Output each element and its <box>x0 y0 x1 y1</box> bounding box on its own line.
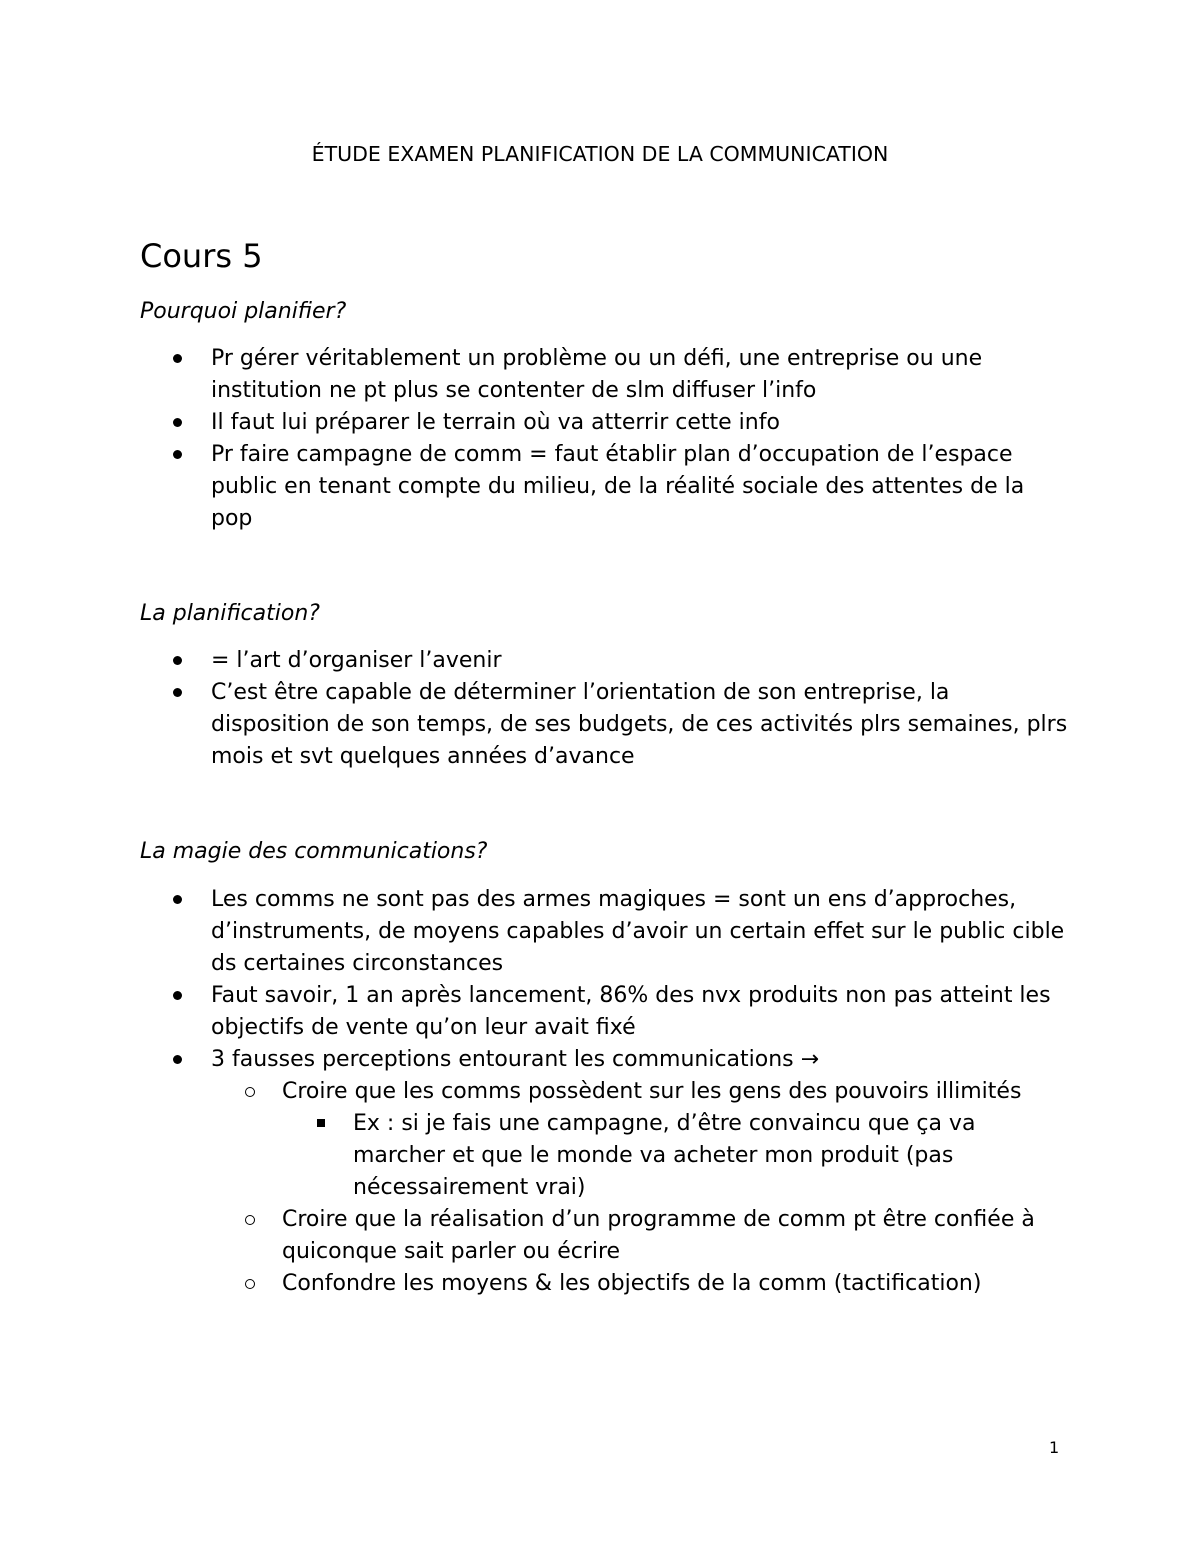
section-heading-pourquoi-planifier: Pourquoi planifier? <box>140 299 347 324</box>
bullet-icon <box>173 895 182 904</box>
sub-list-item <box>282 1076 1071 1204</box>
hollow-bullet-icon <box>245 1215 255 1225</box>
bullet-icon <box>173 450 182 459</box>
list-item <box>211 980 1071 1044</box>
bullet-icon <box>173 991 182 1000</box>
bullet-icon <box>173 418 182 427</box>
list-item <box>211 884 1071 980</box>
list-item <box>211 439 1071 535</box>
list-item-text: Faut savoir, 1 an après lancement, 86% des nvx produits non pas atteint les objectifs de vente qu’on leur avait fixé <box>211 983 1051 1040</box>
hollow-bullet-icon <box>245 1087 255 1097</box>
sub-list-item-text: Croire que les comms possèdent sur les gens des pouvoirs illimités <box>282 1079 1022 1104</box>
course-heading: Cours 5 <box>140 237 263 275</box>
document-title: ÉTUDE EXAMEN PLANIFICATION DE LA COMMUNICATION <box>311 142 889 166</box>
list-item <box>211 343 1071 407</box>
bullet-icon <box>173 688 182 697</box>
bullet-list-la-planification <box>211 645 1071 773</box>
square-bullet-icon <box>317 1119 325 1127</box>
list-item-text: C’est être capable de déterminer l’orientation de son entreprise, la disposition de son temps, de ses budgets, de ces activités plrs semaines, plrs mois et svt quelques années d’avance <box>211 680 1068 769</box>
sub-sub-list-item <box>353 1108 1071 1204</box>
sub-list-item <box>282 1204 1071 1268</box>
list-item-text: Les comms ne sont pas des armes magiques = sont un ens d’approches, d’instruments, de moyens capables d’avoir un certain effet sur le public cible ds certaines circonstances <box>211 887 1065 976</box>
bullet-icon <box>173 656 182 665</box>
section-heading-la-magie-des-communications: La magie des communications? <box>140 839 488 864</box>
sub-sub-list-item-text: Ex : si je fais une campagne, d’être convaincu que ça va marcher et que le monde va acheter mon produit (pas nécessairement vrai) <box>353 1111 976 1200</box>
list-item-text: Il faut lui préparer le terrain où va atterrir cette info <box>211 410 780 435</box>
list-item <box>211 645 1071 677</box>
sub-list-fausses-perceptions <box>211 1076 1071 1300</box>
bullet-icon <box>173 354 182 363</box>
sub-list-item-text: Confondre les moyens & les objectifs de la comm (tactification) <box>282 1271 982 1296</box>
list-item <box>211 1044 1071 1300</box>
sub-list-item <box>282 1268 1071 1300</box>
page-number: 1 <box>1049 1438 1060 1457</box>
list-item-text: Pr faire campagne de comm = faut établir plan d’occupation de l’espace public en tenant compte du milieu, de la réalité sociale des attentes de la pop <box>211 442 1025 531</box>
bullet-icon <box>173 1055 182 1064</box>
list-item-text: 3 fausses perceptions entourant les communications → <box>211 1047 820 1072</box>
list-item-text: = l’art d’organiser l’avenir <box>211 648 502 673</box>
section-heading-la-planification: La planification? <box>140 601 320 626</box>
list-item <box>211 407 1071 439</box>
bullet-list-la-magie-des-communications <box>211 884 1071 1300</box>
sub-sub-list <box>282 1108 1071 1204</box>
list-item <box>211 677 1071 773</box>
hollow-bullet-icon <box>245 1279 255 1289</box>
sub-list-item-text: Croire que la réalisation d’un programme de comm pt être confiée à quiconque sait parler ou écrire <box>282 1207 1035 1264</box>
bullet-list-pourquoi-planifier <box>211 343 1071 535</box>
list-item-text: Pr gérer véritablement un problème ou un défi, une entreprise ou une institution ne pt plus se contenter de slm diffuser l’info <box>211 346 983 403</box>
